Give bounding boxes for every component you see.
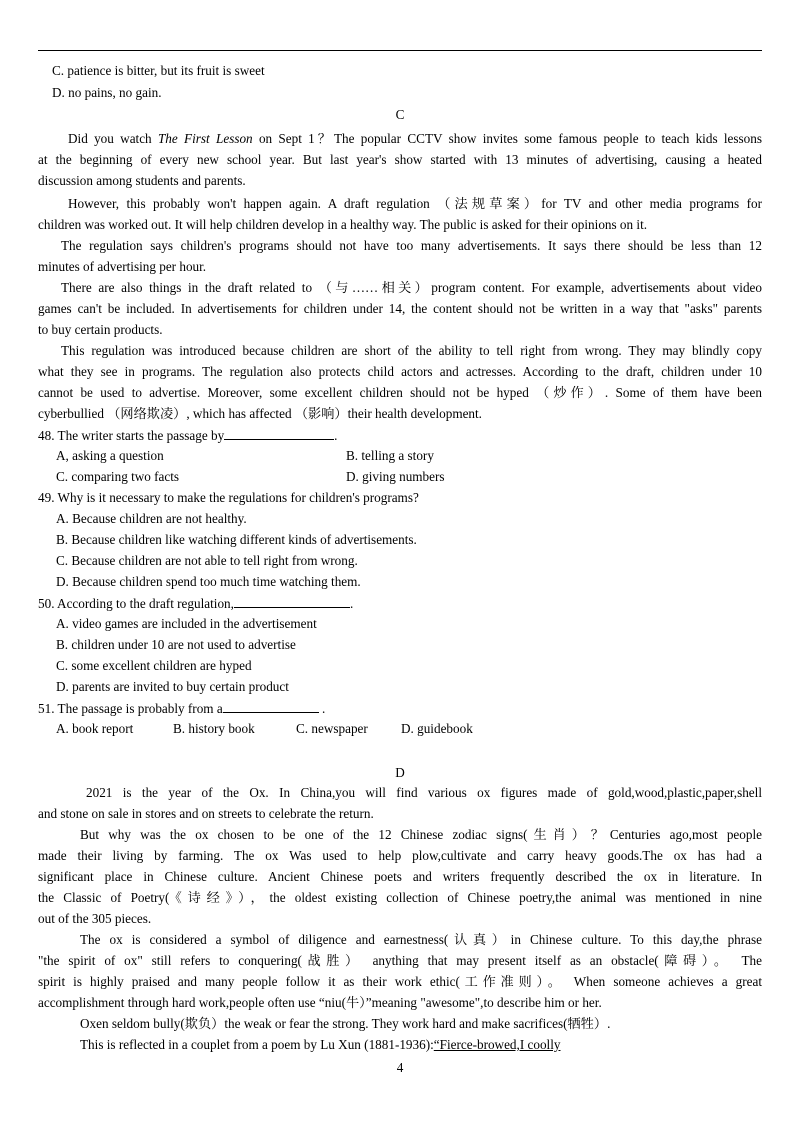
passage-d-line: significant place in Chinese culture. Ancient Chinese poets and writers frequently described the ox in literature. In xyxy=(38,869,762,884)
passage-d-line: The ox is considered a symbol of diligence and earnestness(认真）in Chinese culture. To this day,the phrase xyxy=(80,932,762,947)
question-49: 49. Why is it necessary to make the regulations for children's programs? xyxy=(38,490,419,505)
question-51: 51. The passage is probably from a . xyxy=(38,701,326,716)
passage-c-line: cyberbullied （网络欺凌）, which has affected （影响）their health development. xyxy=(38,406,482,421)
poem-quote: “Fierce-browed,I coolly xyxy=(433,1037,561,1052)
q48-option-a: A, asking a question xyxy=(56,448,164,463)
passage-d-label: D xyxy=(395,765,405,780)
passage-c-line: to buy certain products. xyxy=(38,322,163,337)
passage-d-line: the Classic of Poetry(《诗经》），the oldest existing collection of Chinese poetry,the animal was mentioned in nine xyxy=(38,890,762,905)
passage-d-line: spirit is highly praised and many people follow it as their work ethic(工作准则）。 When someone achieves a great xyxy=(38,974,762,989)
q50-option-b: B. children under 10 are not used to advertise xyxy=(56,637,296,652)
passage-d-line: made their living by farming. The ox Was used to help plow,cultivate and carry heavy goods.The ox has had a xyxy=(38,848,762,863)
answer-blank[interactable] xyxy=(223,699,319,713)
passage-c-line: This regulation was introduced because children are short of the ability to tell right from wrong. They may blindly copy xyxy=(61,343,762,358)
passage-d-line: "the spirit of ox" still refers to conquering(战胜） anything that may present itself as an obstacle(障碍）。 The xyxy=(38,953,762,968)
passage-d-line: Oxen seldom bully(欺负）the weak or fear the strong. They work hard and make sacrifices(牺牲）. xyxy=(80,1016,611,1031)
q48-option-d: D. giving numbers xyxy=(346,469,445,484)
passage-c-line: The regulation says children's programs should not have too many advertisements. It says there should be less than 12 xyxy=(61,238,762,253)
passage-d-line: This is reflected in a couplet from a poem by Lu Xun (1881-1936):“Fierce-browed,I coolly xyxy=(80,1037,561,1052)
program-title: The First Lesson xyxy=(157,131,253,146)
answer-blank[interactable] xyxy=(224,426,334,440)
passage-c-line: at the beginning of every new school year. But last year's show started with 13 minutes of advertising, causing a heated xyxy=(38,152,762,167)
passage-c-line: There are also things in the draft related to （与……相关）program content. For example, advertisements about video xyxy=(61,280,762,295)
prev-option-c: C. patience is bitter, but its fruit is sweet xyxy=(52,63,265,78)
q48-option-c: C. comparing two facts xyxy=(56,469,180,484)
q49-option-d: D. Because children spend too much time watching them. xyxy=(56,574,361,589)
passage-d-line: But why was the ox chosen to be one of the 12 Chinese zodiac signs(生肖）？Centuries ago,most people xyxy=(80,827,762,842)
passage-d-line: and stone on sale in stores and on streets to celebrate the return. xyxy=(38,806,374,821)
passage-c-line: minutes of advertising per hour. xyxy=(38,259,207,274)
passage-c-line: discussion among students and parents. xyxy=(38,173,246,188)
header-rule xyxy=(38,50,762,51)
question-48: 48. The writer starts the passage by . xyxy=(38,428,338,443)
q49-option-c: C. Because children are not able to tell right from wrong. xyxy=(56,553,358,568)
q50-option-d: D. parents are invited to buy certain product xyxy=(56,679,289,694)
passage-c-line: what they see in programs. The regulation also protects child actors and actresses. According to the draft, children under 10 xyxy=(38,364,762,379)
passage-c-line: games can't be included. In advertisements for children under 14, the content should not be written in a way that "asks" parents xyxy=(38,301,762,316)
q48-option-b: B. telling a story xyxy=(346,448,434,463)
page-number: 4 xyxy=(396,1060,404,1075)
prev-option-d: D. no pains, no gain. xyxy=(52,85,162,100)
q49-option-a: A. Because children are not healthy. xyxy=(56,511,247,526)
question-50: 50. According to the draft regulation, . xyxy=(38,596,354,611)
passage-c-line: However, this probably won't happen again. A draft regulation （法规草案）for TV and other media programs for xyxy=(68,196,762,211)
passage-d-line: out of the 305 pieces. xyxy=(38,911,152,926)
q50-option-c: C. some excellent children are hyped xyxy=(56,658,252,673)
q50-option-a: A. video games are included in the advertisement xyxy=(56,616,317,631)
passage-c-line: cannot be used to advertise. Moreover, some excellent children should not be hyped （炒作）. Some of them have been xyxy=(38,385,762,400)
q51-option-a: A. book report xyxy=(56,721,134,736)
passage-d-line: accomplishment through hard work,people often use “niu(牛）”meaning "awesome",to describe him or her. xyxy=(38,995,602,1010)
answer-blank[interactable] xyxy=(234,594,350,608)
q49-option-b: B. Because children like watching different kinds of advertisements. xyxy=(56,532,417,547)
passage-c-line: Did you watch The First Lesson on Sept 1？The popular CCTV show invites some famous people to teach kids lessons xyxy=(68,131,762,146)
q51-option-d: D. guidebook xyxy=(401,721,473,736)
passage-c-label: C xyxy=(395,107,405,122)
q51-option-b: B. history book xyxy=(173,721,255,736)
passage-c-line: children was worked out. It will help children develop in a healthy way. The public is asked for their opinions on it. xyxy=(38,217,648,232)
passage-d-line: 2021 is the year of the Ox. In China,you will find various ox figures made of gold,wood,plastic,paper,shell xyxy=(86,785,762,800)
q51-option-c: C. newspaper xyxy=(296,721,368,736)
